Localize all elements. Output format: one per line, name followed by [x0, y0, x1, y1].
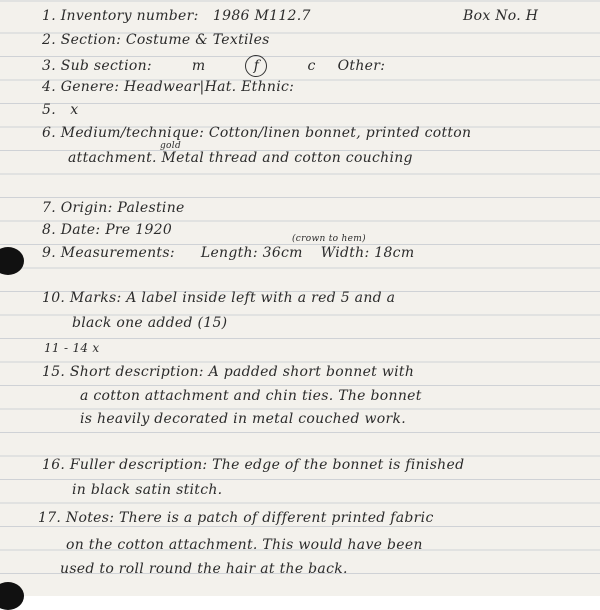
subsection-field: 3. Sub section: m f c Other:	[42, 55, 385, 77]
punch-hole	[0, 582, 24, 610]
inventory-field: 1. Inventory number: 1986 M112.7	[42, 8, 311, 24]
notes-field: 17. Notes: There is a patch of different printed fabric	[38, 510, 434, 526]
date-field: 8. Date: Pre 1920	[42, 222, 173, 238]
measurements-note: (crown to hem)	[292, 234, 366, 244]
genre-field: 4. Genere: Headwear|Hat. Ethnic:	[42, 79, 295, 95]
measurements-field: 9. Measurements: Length: 36cm Width: 18cm	[42, 245, 415, 261]
section-field: 2. Section: Costume & Textiles	[42, 32, 270, 48]
box-number: Box No. H	[463, 8, 539, 24]
short-description-line2: a cotton attachment and chin ties. The bonnet	[80, 388, 422, 404]
notes-line3: used to roll round the hair at the back.	[60, 561, 348, 577]
medium-line2: attachment. Metal thread and cotton couching	[68, 150, 413, 166]
marks-line2: black one added (15)	[72, 315, 228, 331]
item5-field: 5. x	[42, 102, 79, 118]
punch-hole	[0, 247, 24, 275]
short-description-line3: is heavily decorated in metal couched work.	[80, 411, 407, 427]
short-description-field: 15. Short description: A padded short bonnet with	[42, 364, 415, 380]
fuller-description-field: 16. Fuller description: The edge of the bonnet is finished	[42, 457, 465, 473]
marks-field: 10. Marks: A label inside left with a red 5 and a	[42, 290, 396, 306]
medium-field: 6. Medium/technique: Cotton/linen bonnet, printed cotton	[42, 125, 472, 141]
fuller-description-line2: in black satin stitch.	[72, 482, 223, 498]
origin-field: 7. Origin: Palestine	[42, 200, 185, 216]
notes-line2: on the cotton attachment. This would have been	[66, 537, 423, 553]
items-11-14: 11 - 14 x	[44, 341, 100, 355]
medium-insert: gold	[160, 141, 182, 151]
selected-f: f	[245, 55, 267, 77]
